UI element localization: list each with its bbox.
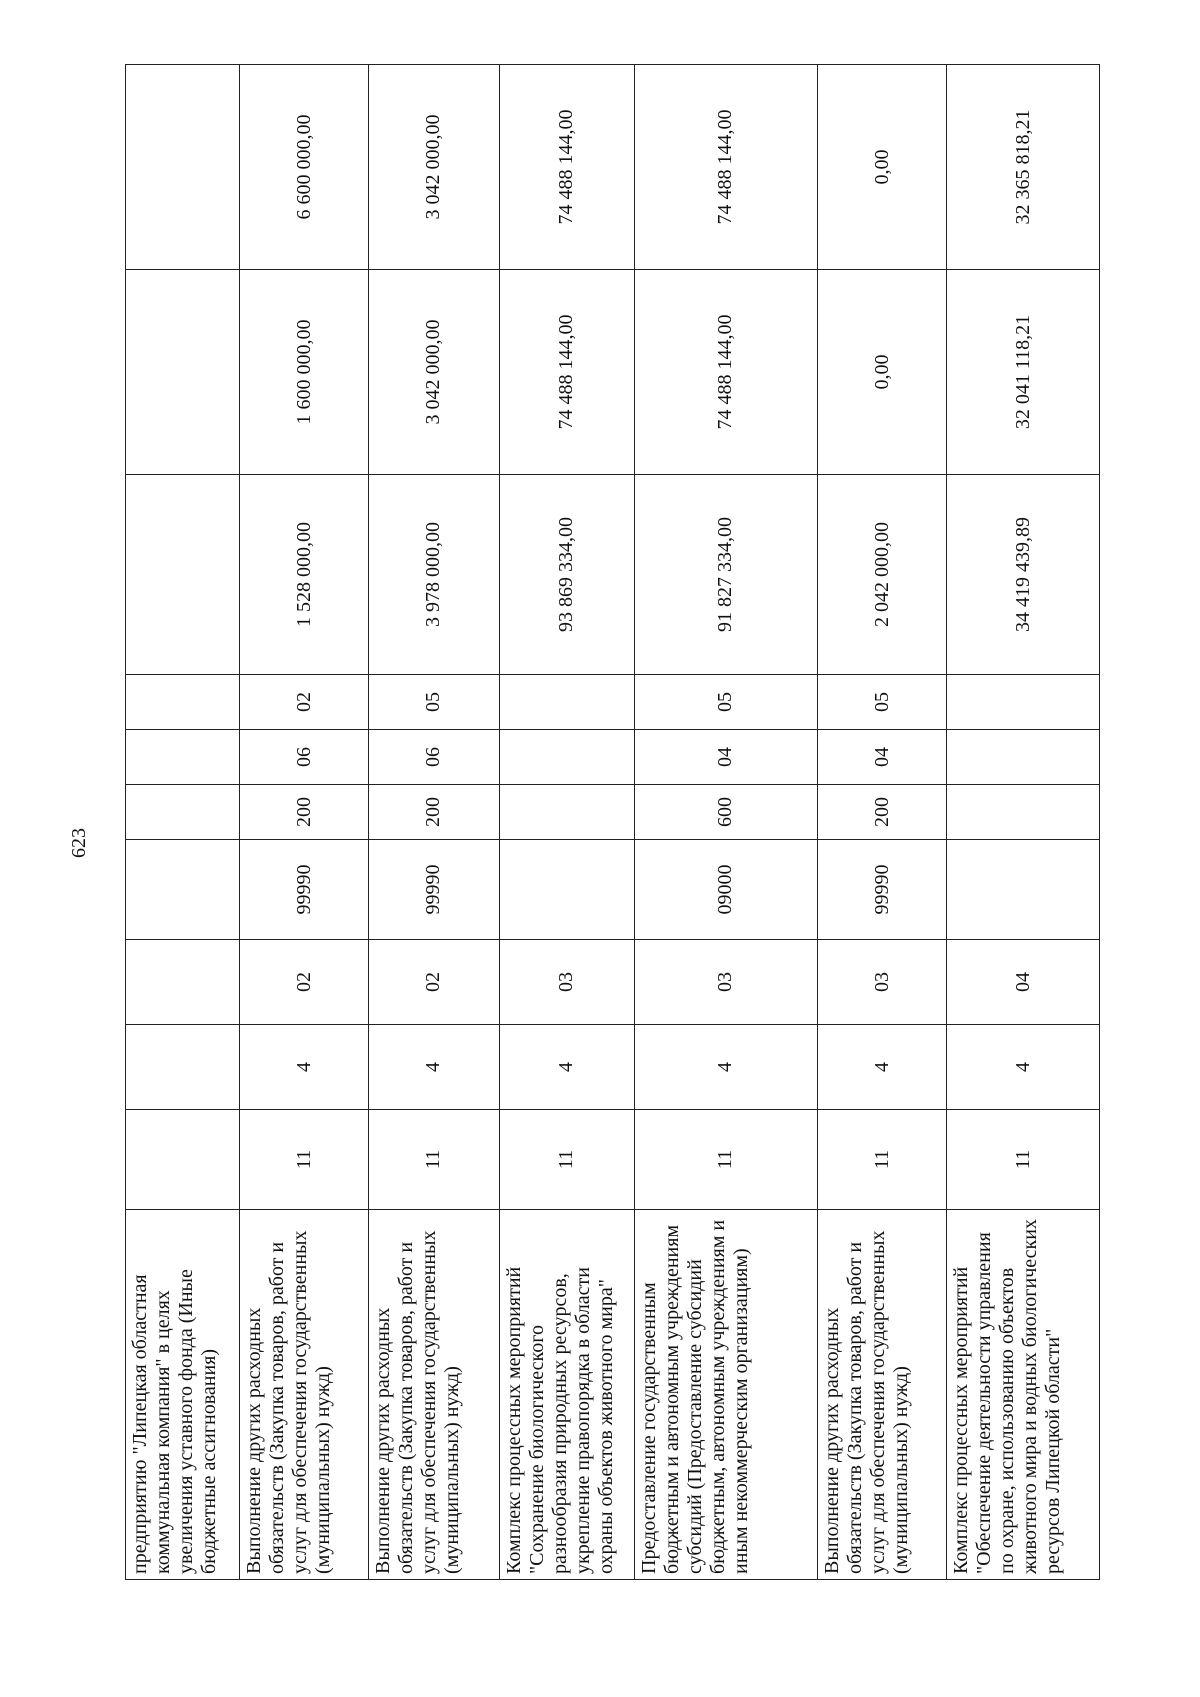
code-cell — [947, 675, 1100, 730]
code-cell: 99990 — [818, 840, 947, 940]
code-cell: 11 — [369, 1110, 499, 1210]
amount-cell: 32 365 818,21 — [947, 65, 1100, 270]
row-description: предприятию "Липецкая областная коммунальная компания" в целях увеличения уставного фонда (Иные бюджетные ассигнования) — [126, 1210, 240, 1580]
code-cell: 05 — [634, 675, 818, 730]
amount-cell: 6 600 000,00 — [239, 65, 368, 270]
code-cell: 02 — [239, 940, 368, 1025]
code-cell: 02 — [369, 940, 499, 1025]
code-cell — [126, 675, 240, 730]
code-cell: 11 — [634, 1110, 818, 1210]
code-cell — [499, 675, 634, 730]
row-description: Выполнение других расходных обязательств (Закупка товаров, работ и услуг для обеспечения государственных (муниципальных) нужд) — [239, 1210, 368, 1580]
code-cell: 11 — [499, 1110, 634, 1210]
code-cell: 11 — [947, 1110, 1100, 1210]
amount-cell — [126, 65, 240, 270]
amount-cell: 74 488 144,00 — [634, 65, 818, 270]
code-cell: 4 — [239, 1025, 368, 1110]
budget-table — [125, 64, 1100, 1580]
amount-cell: 1 600 000,00 — [239, 270, 368, 475]
code-cell: 200 — [239, 785, 368, 840]
row-description: Предоставление государственным бюджетным и автономным учреждениям субсидий (Предоставление субсидий бюджетным, автономным учреждениям и иным некоммерческим организациям) — [634, 1210, 818, 1580]
code-cell — [126, 1025, 240, 1110]
code-cell — [499, 730, 634, 785]
code-cell: 4 — [634, 1025, 818, 1110]
code-cell: 05 — [818, 675, 947, 730]
code-cell: 11 — [239, 1110, 368, 1210]
code-cell: 03 — [634, 940, 818, 1025]
amount-cell: 3 042 000,00 — [369, 65, 499, 270]
amount-cell: 91 827 334,00 — [634, 475, 818, 675]
code-cell: 200 — [369, 785, 499, 840]
row-description: Выполнение других расходных обязательств (Закупка товаров, работ и услуг для обеспечения государственных (муниципальных) нужд) — [818, 1210, 947, 1580]
code-cell: 05 — [369, 675, 499, 730]
code-cell — [947, 840, 1100, 940]
code-cell — [499, 785, 634, 840]
amount-cell: 3 042 000,00 — [369, 270, 499, 475]
code-cell — [126, 840, 240, 940]
row-description: Выполнение других расходных обязательств (Закупка товаров, работ и услуг для обеспечения государственных (муниципальных) нужд) — [369, 1210, 499, 1580]
code-cell: 04 — [634, 730, 818, 785]
code-cell: 600 — [634, 785, 818, 840]
table-row — [947, 65, 1100, 1580]
row-description: Комплекс процессных мероприятий "Сохранение биологического разнообразия природных ресурсов, укрепление правопорядка в области охраны объектов животного мира" — [499, 1210, 634, 1580]
code-cell — [947, 730, 1100, 785]
table-row — [818, 65, 947, 1580]
code-cell — [499, 840, 634, 940]
code-cell: 02 — [239, 675, 368, 730]
code-cell: 11 — [818, 1110, 947, 1210]
row-description: Комплекс процессных мероприятий "Обеспечение деятельности управления по охране, использованию объектов животного мира и водных биологических ресурсов Липецкой области" — [947, 1210, 1100, 1580]
code-cell: 99990 — [239, 840, 368, 940]
amount-cell: 3 978 000,00 — [369, 475, 499, 675]
amount-cell: 74 488 144,00 — [499, 65, 634, 270]
code-cell — [126, 940, 240, 1025]
amount-cell: 74 488 144,00 — [499, 270, 634, 475]
code-cell: 09000 — [634, 840, 818, 940]
code-cell — [126, 785, 240, 840]
code-cell: 99990 — [369, 840, 499, 940]
code-cell: 06 — [369, 730, 499, 785]
amount-cell: 32 041 118,21 — [947, 270, 1100, 475]
code-cell: 4 — [818, 1025, 947, 1110]
code-cell: 03 — [499, 940, 634, 1025]
code-cell: 4 — [369, 1025, 499, 1110]
table-row — [126, 65, 240, 1580]
code-cell: 04 — [947, 940, 1100, 1025]
amount-cell: 0,00 — [818, 270, 947, 475]
amount-cell: 34 419 439,89 — [947, 475, 1100, 675]
table-row — [499, 65, 634, 1580]
table-row — [369, 65, 499, 1580]
amount-cell: 2 042 000,00 — [818, 475, 947, 675]
table-row — [239, 65, 368, 1580]
code-cell: 06 — [239, 730, 368, 785]
amount-cell: 1 528 000,00 — [239, 475, 368, 675]
code-cell: 4 — [947, 1025, 1100, 1110]
amount-cell: 0,00 — [818, 65, 947, 270]
code-cell: 04 — [818, 730, 947, 785]
budget-table-rotated — [125, 65, 1100, 1580]
amount-cell — [126, 475, 240, 675]
code-cell: 4 — [499, 1025, 634, 1110]
page-number: 623 — [68, 828, 90, 858]
amount-cell — [126, 270, 240, 475]
code-cell — [947, 785, 1100, 840]
amount-cell: 74 488 144,00 — [634, 270, 818, 475]
table-row — [634, 65, 818, 1580]
code-cell: 200 — [818, 785, 947, 840]
code-cell — [126, 1110, 240, 1210]
code-cell — [126, 730, 240, 785]
amount-cell: 93 869 334,00 — [499, 475, 634, 675]
code-cell: 03 — [818, 940, 947, 1025]
